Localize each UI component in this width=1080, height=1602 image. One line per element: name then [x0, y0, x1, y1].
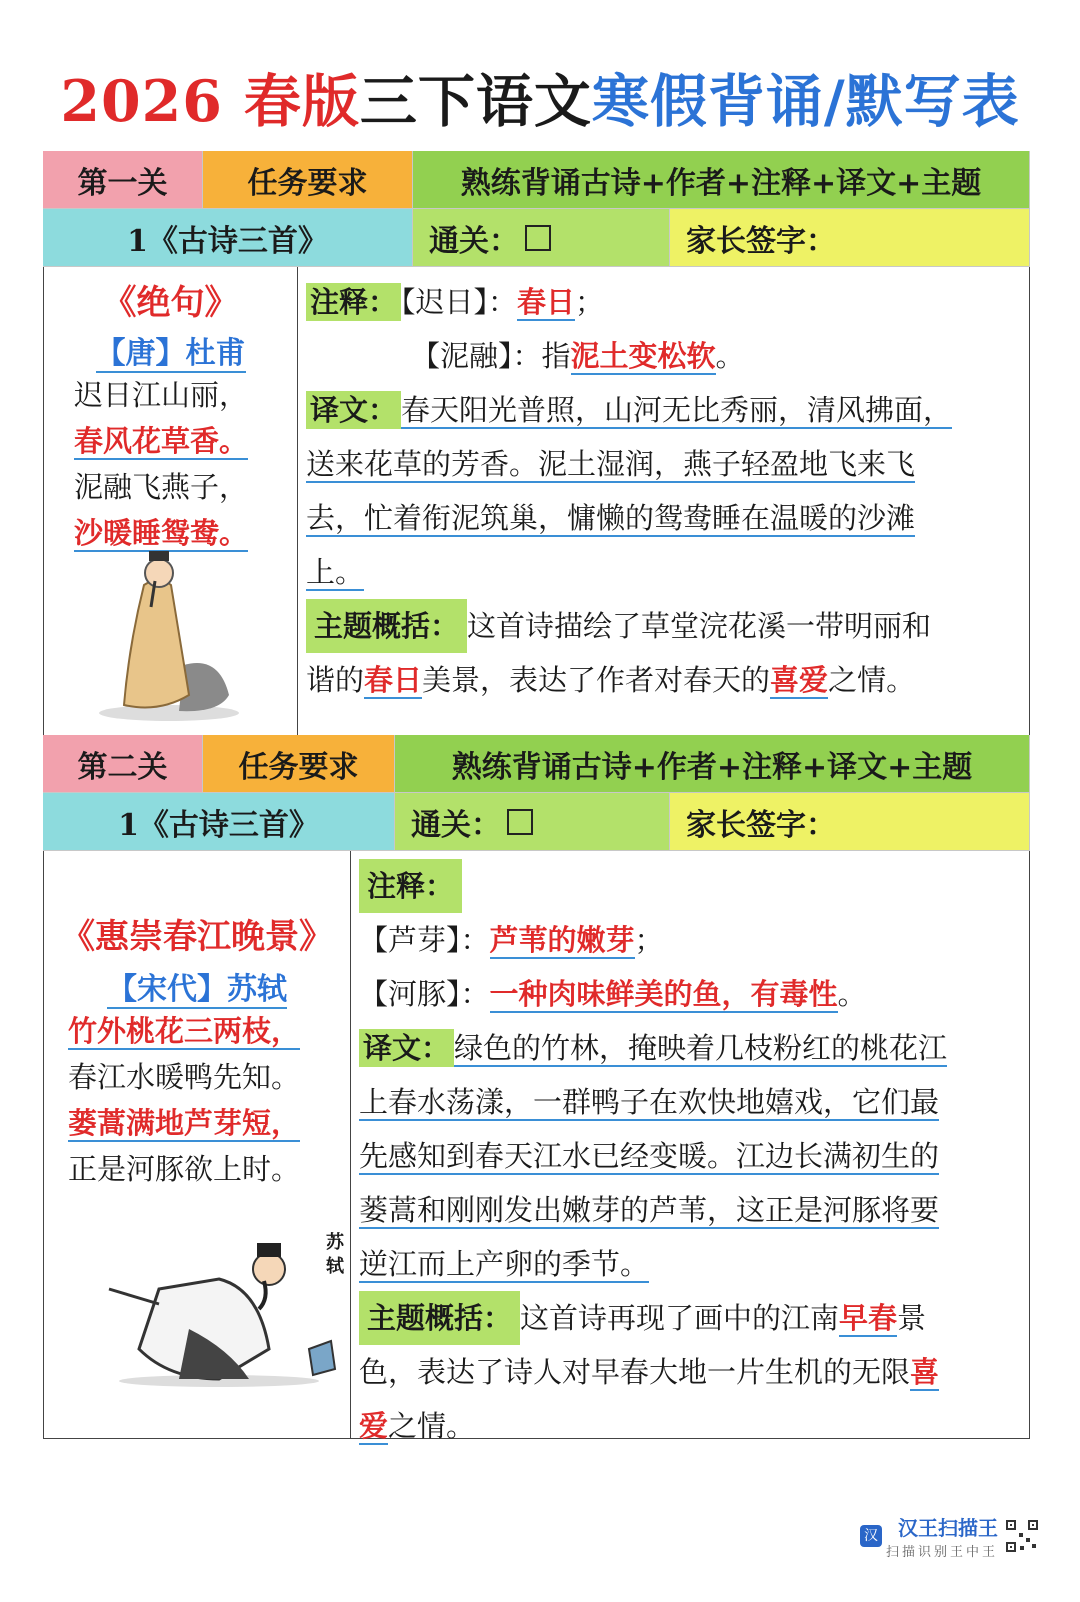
level-1-status-row: [43, 209, 1030, 267]
poem-author: 【唐】杜甫: [95, 336, 246, 371]
level-1-details: [298, 267, 1029, 736]
translation-line: 蒌蒿和刚刚发出嫩芽的芦苇，这正是河豚将要: [359, 1193, 940, 1227]
poem-line: 正是河豚欲上时。: [68, 1152, 301, 1186]
level-1-task-text: 熟练背诵古诗+作者+注释+译文+主题: [413, 151, 1030, 209]
qr-code-icon: [1004, 1518, 1040, 1554]
level-1-body: [43, 267, 1030, 737]
level-1-label: 第一关: [43, 151, 203, 209]
theme-line: 主题概括： 这首诗再现了画中的江南早春景: [359, 1291, 1023, 1345]
poem-title: 《惠崇春江晚景》: [61, 917, 333, 957]
level-1-pass-checkbox[interactable]: [525, 225, 551, 251]
translation-line: 送来花草的芳香。泥土湿润，燕子轻盈地飞来飞: [306, 447, 916, 481]
level-2-body: [43, 851, 1030, 1443]
level-2-label: 第二关: [43, 735, 203, 793]
translation-line: 译文： 绿色的竹林，掩映着几枝粉红的桃花江: [359, 1021, 1023, 1075]
translation-line: 译文： 春天阳光普照，山河无比秀丽，清风拂面，: [306, 383, 1023, 437]
theme-line: 色，表达了诗人对早春大地一片生机的无限喜: [359, 1355, 940, 1389]
theme-line: 主题概括： 这首诗描绘了草堂浣花溪一带明丽和: [306, 599, 1023, 653]
level-1-section: [43, 151, 1030, 737]
poem-line: 泥融飞燕子，: [74, 470, 249, 504]
level-2-task-text: 熟练背诵古诗+作者+注释+译文+主题: [395, 735, 1030, 793]
poem-line: 沙暖睡鸳鸯。: [74, 516, 249, 550]
page-title: 2026 春版三下语文寒假背诵/默写表: [60, 68, 1020, 135]
level-2-details: [351, 851, 1029, 1443]
note-line: 注释： 【迟日】：春日；: [306, 275, 1023, 329]
level-1-header-row: [43, 151, 1030, 209]
level-2-sign: 家长签字：: [670, 793, 1030, 851]
poem-line: 春江水暖鸭先知。: [68, 1060, 301, 1094]
note-line: 【芦芽】：芦苇的嫩芽；: [359, 923, 664, 957]
scanner-logo-icon: 汉: [860, 1525, 882, 1547]
scanner-watermark: [860, 1512, 1040, 1560]
watermark-sub: 扫描识别王中王: [885, 1545, 998, 1560]
su-shi-illustration: [99, 1229, 339, 1389]
translation-line: 逆江而上产卵的季节。: [359, 1247, 650, 1281]
poem-line: 蒌蒿满地芦芽短，: [68, 1106, 301, 1140]
note-line: 【泥融】：指泥土变松软。: [411, 339, 745, 373]
level-2-status-row: [43, 793, 1030, 851]
level-2-pass-checkbox[interactable]: [507, 809, 533, 835]
translation-line: 先感知到春天江水已经变暖。江边长满初生的: [359, 1139, 940, 1173]
level-2-section: [43, 735, 1030, 1443]
poem-line: 春风花草香。: [74, 424, 249, 458]
level-1-lesson: 1《古诗三首》: [43, 209, 413, 267]
level-1-poem: [44, 267, 298, 736]
note-line: 【河豚】：一种肉味鲜美的鱼，有毒性。: [359, 977, 867, 1011]
level-2-poem: [44, 851, 351, 1438]
poem-line: 竹外桃花三两枝，: [68, 1014, 301, 1048]
level-2-header-row: [43, 735, 1030, 793]
level-2-task-label: 任务要求: [203, 735, 395, 793]
theme-line: 谐的春日美景，表达了作者对春天的喜爱之情。: [306, 663, 916, 697]
level-2-pass: 通关：: [395, 793, 670, 851]
poem-author: 【宋代】苏轼: [107, 972, 287, 1007]
theme-line: 爱之情。: [359, 1409, 476, 1443]
poem-title: 《绝句》: [102, 283, 239, 323]
watermark-name: 汉王扫描王: [898, 1516, 998, 1540]
level-1-task-label: 任务要求: [203, 151, 413, 209]
du-fu-illustration: [89, 545, 249, 725]
translation-line: 去，忙着衔泥筑巢，慵懒的鸳鸯睡在温暖的沙滩: [306, 501, 916, 535]
level-1-sign: 家长签字：: [670, 209, 1030, 267]
level-1-pass: 通关：: [413, 209, 670, 267]
figure-label: 苏轼: [326, 1232, 344, 1277]
translation-line: 上。: [306, 555, 365, 589]
note-label-line: 注释：: [359, 859, 1023, 913]
level-2-lesson: 1《古诗三首》: [43, 793, 395, 851]
poem-line: 迟日江山丽，: [74, 378, 249, 412]
translation-line: 上春水荡漾，一群鸭子在欢快地嬉戏，它们最: [359, 1085, 940, 1119]
